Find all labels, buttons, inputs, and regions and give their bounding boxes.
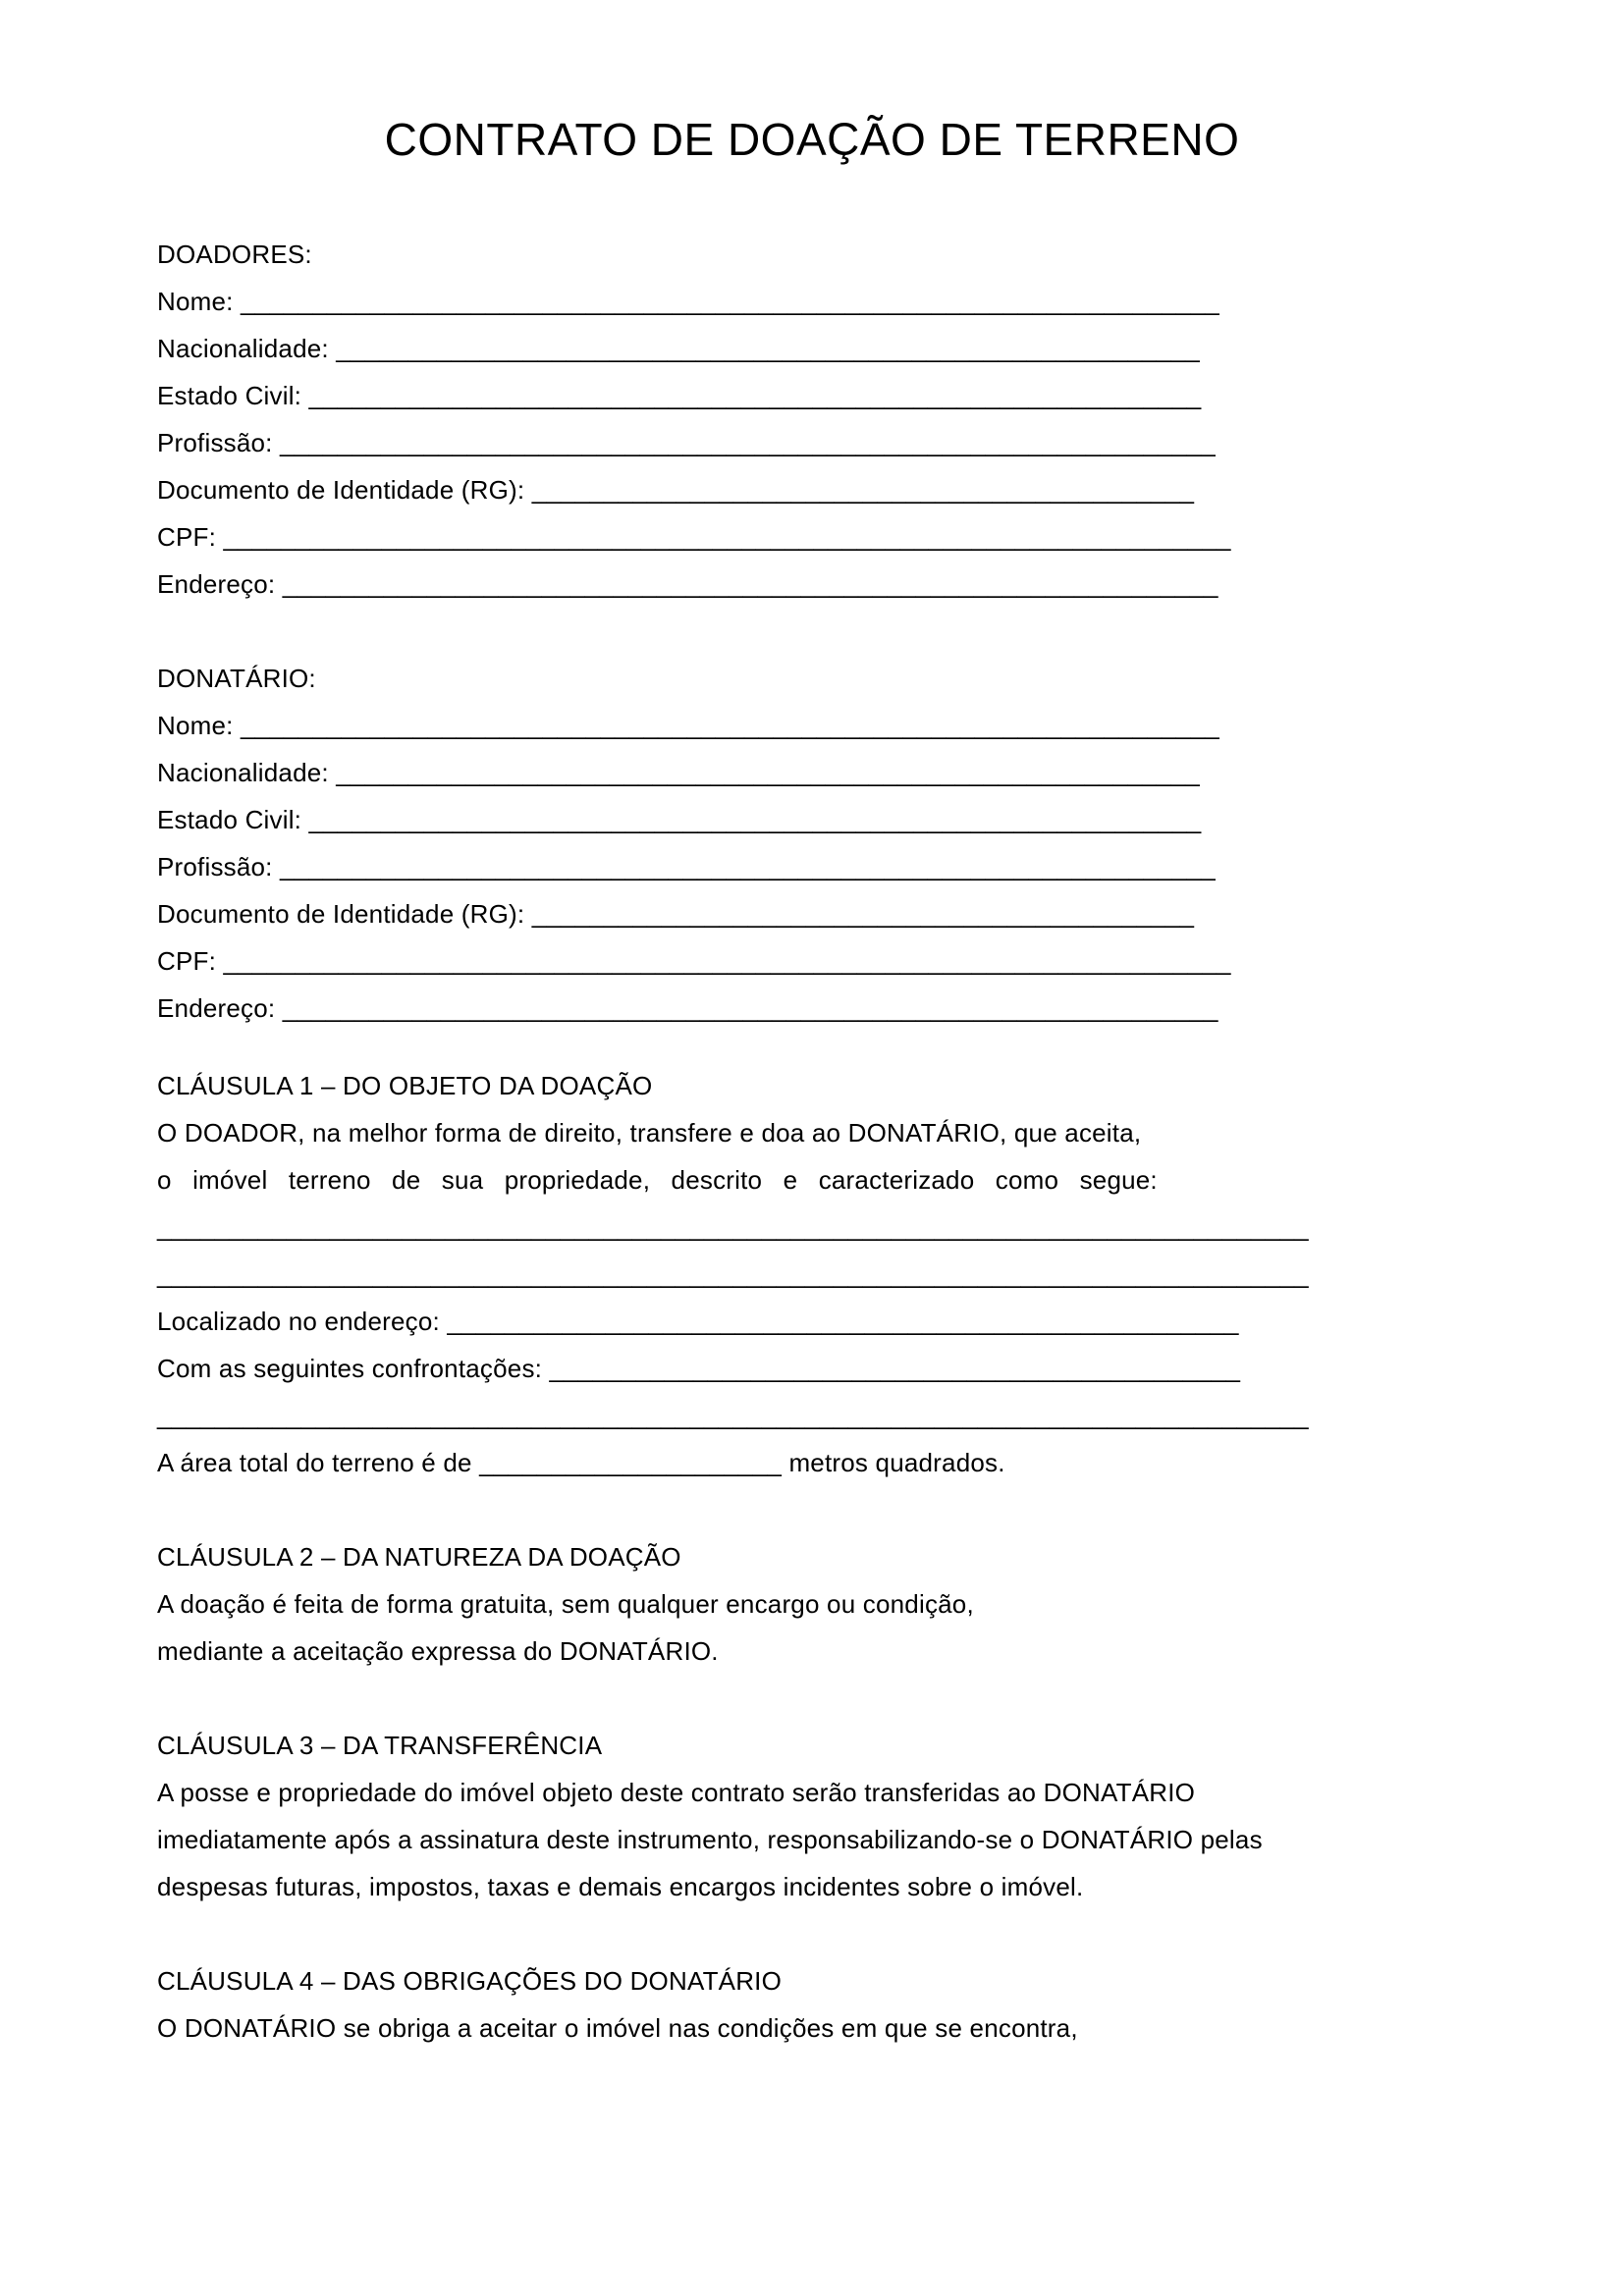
field-label: Nome: bbox=[157, 711, 234, 740]
fill-in-blank: ____________________________________________________________________ bbox=[241, 711, 1219, 740]
form-field-line bbox=[157, 843, 1467, 890]
fill-in-blank: ______________________________________________________________ bbox=[308, 381, 1202, 410]
form-field-line bbox=[157, 419, 1467, 466]
field-label: Endereço: bbox=[157, 569, 276, 599]
fill-in-rule bbox=[157, 1203, 1467, 1251]
form-field-line bbox=[157, 466, 1467, 513]
fill-in-blank: _____________________ bbox=[479, 1448, 783, 1477]
heading-text: DONATÁRIO: bbox=[157, 664, 316, 693]
section-heading bbox=[157, 655, 1467, 702]
heading-text: CLÁUSULA 2 – DA NATUREZA DA DOAÇÃO bbox=[157, 1542, 681, 1572]
composite-field-line bbox=[157, 1439, 1467, 1486]
fill-in-blank: ______________________________________________________________________ bbox=[223, 522, 1231, 552]
fill-in-blank: _______________________________________________________ bbox=[447, 1307, 1239, 1336]
heading-text: CLÁUSULA 3 – DA TRANSFERÊNCIA bbox=[157, 1731, 603, 1760]
heading-text: CLÁUSULA 1 – DO OBJETO DA DOAÇÃO bbox=[157, 1071, 653, 1100]
paragraph-text: A posse e propriedade do imóvel objeto deste contrato serão transferidas ao DONATÁRIO bbox=[157, 1778, 1196, 1807]
field-label: CPF: bbox=[157, 522, 217, 552]
fill-in-blank: ________________________________________________________________________________ bbox=[157, 1212, 1309, 1242]
section-heading bbox=[157, 1533, 1467, 1580]
spacer bbox=[157, 608, 1467, 655]
fill-in-blank: ______________________________________________________________________ bbox=[223, 946, 1231, 976]
form-field-line bbox=[157, 513, 1467, 561]
paragraph-line bbox=[157, 2004, 1467, 2052]
spacer bbox=[157, 1032, 1467, 1062]
paragraph-line bbox=[157, 1109, 1467, 1156]
field-label: A área total do terreno é de bbox=[157, 1448, 472, 1477]
form-field-line bbox=[157, 561, 1467, 608]
section-heading bbox=[157, 1722, 1467, 1769]
form-field-line bbox=[157, 796, 1467, 843]
fill-in-blank: ______________________________________________ bbox=[531, 899, 1195, 929]
field-label: Profissão: bbox=[157, 428, 273, 457]
form-field-line bbox=[157, 749, 1467, 796]
fill-in-blank: ____________________________________________________________ bbox=[336, 334, 1200, 363]
paragraph-text: imediatamente após a assinatura deste instrumento, responsabilizando-se o DONATÁRIO pelas bbox=[157, 1825, 1263, 1854]
paragraph-text: mediante a aceitação expressa do DONATÁRIO. bbox=[157, 1636, 719, 1666]
paragraph-text: despesas futuras, impostos, taxas e demais encargos incidentes sobre o imóvel. bbox=[157, 1872, 1084, 1901]
form-field-line bbox=[157, 937, 1467, 985]
fill-in-rule bbox=[157, 1251, 1467, 1298]
fill-in-blank: _________________________________________________________________ bbox=[280, 852, 1216, 881]
section-heading bbox=[157, 1062, 1467, 1109]
paragraph-line bbox=[157, 1156, 1467, 1203]
paragraph-text: o imóvel terreno de sua propriedade, descrito e caracterizado como segue: bbox=[157, 1165, 1158, 1195]
spacer bbox=[157, 1910, 1467, 1957]
field-label: Localizado no endereço: bbox=[157, 1307, 440, 1336]
heading-text: CLÁUSULA 4 – DAS OBRIGAÇÕES DO DONATÁRIO bbox=[157, 1966, 783, 1996]
field-label: Nome: bbox=[157, 287, 234, 316]
fill-in-rule bbox=[157, 1392, 1467, 1439]
field-label: Endereço: bbox=[157, 993, 276, 1023]
form-field-line bbox=[157, 372, 1467, 419]
field-label: Estado Civil: bbox=[157, 381, 302, 410]
fill-in-blank: ________________________________________________________________________________ bbox=[157, 1259, 1309, 1289]
paragraph-line bbox=[157, 1816, 1467, 1863]
field-label: Nacionalidade: bbox=[157, 758, 329, 787]
field-label: Profissão: bbox=[157, 852, 273, 881]
field-label: Nacionalidade: bbox=[157, 334, 329, 363]
field-label: Documento de Identidade (RG): bbox=[157, 899, 525, 929]
form-field-line bbox=[157, 1298, 1467, 1345]
paragraph-line bbox=[157, 1628, 1467, 1675]
field-suffix: metros quadrados. bbox=[788, 1448, 1005, 1477]
fill-in-blank: ______________________________________________ bbox=[531, 475, 1195, 505]
field-label: Estado Civil: bbox=[157, 805, 302, 834]
spacer bbox=[157, 1486, 1467, 1533]
document-body bbox=[157, 231, 1467, 2052]
paragraph-text: A doação é feita de forma gratuita, sem qualquer encargo ou condição, bbox=[157, 1589, 974, 1619]
fill-in-blank: ____________________________________________________________ bbox=[336, 758, 1200, 787]
section-heading bbox=[157, 231, 1467, 278]
field-label: Documento de Identidade (RG): bbox=[157, 475, 525, 505]
paragraph-line bbox=[157, 1580, 1467, 1628]
heading-text: DOADORES: bbox=[157, 240, 312, 269]
form-field-line bbox=[157, 985, 1467, 1032]
fill-in-blank: ________________________________________________ bbox=[549, 1354, 1241, 1383]
paragraph-text: O DOADOR, na melhor forma de direito, transfere e doa ao DONATÁRIO, que aceita, bbox=[157, 1118, 1142, 1148]
fill-in-blank: ________________________________________________________________________________ bbox=[157, 1401, 1309, 1430]
fill-in-blank: _________________________________________________________________ bbox=[282, 993, 1218, 1023]
paragraph-line bbox=[157, 1769, 1467, 1816]
document-title: CONTRATO DE DOAÇÃO DE TERRENO bbox=[384, 114, 1240, 165]
field-label: CPF: bbox=[157, 946, 217, 976]
section-heading bbox=[157, 1957, 1467, 2004]
fill-in-blank: _________________________________________________________________ bbox=[282, 569, 1218, 599]
field-label: Com as seguintes confrontações: bbox=[157, 1354, 543, 1383]
form-field-line bbox=[157, 325, 1467, 372]
spacer bbox=[157, 1675, 1467, 1722]
form-field-line bbox=[157, 278, 1467, 325]
form-field-line bbox=[157, 702, 1467, 749]
form-field-line bbox=[157, 890, 1467, 937]
fill-in-blank: ____________________________________________________________________ bbox=[241, 287, 1219, 316]
paragraph-line bbox=[157, 1863, 1467, 1910]
fill-in-blank: _________________________________________________________________ bbox=[280, 428, 1216, 457]
fill-in-blank: ______________________________________________________________ bbox=[308, 805, 1202, 834]
paragraph-text: O DONATÁRIO se obriga a aceitar o imóvel nas condições em que se encontra, bbox=[157, 2013, 1078, 2043]
form-field-line bbox=[157, 1345, 1467, 1392]
